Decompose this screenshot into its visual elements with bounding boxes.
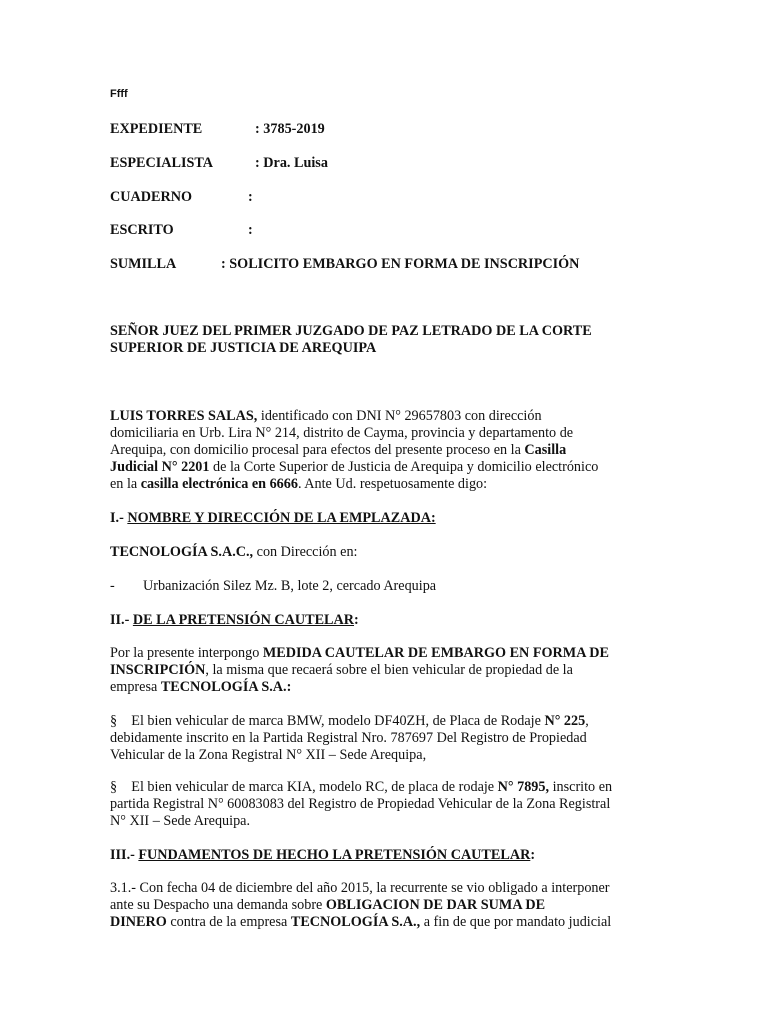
field-label-cuaderno: CUADERNO — [110, 189, 192, 205]
section-1-heading: I.- NOMBRE Y DIRECCIÓN DE LA EMPLAZADA: — [110, 510, 436, 526]
header-mark: Ffff — [110, 88, 128, 100]
vehicle-item-2: § El bien vehicular de marca KIA, modelo RC, de placa de rodaje N° 7895, inscrito en partida Registral N° 60083083 del Registro de Propiedad Vehicular de la Zona Registral N° XII – Sede Arequipa. — [110, 779, 613, 829]
vehicle-item-1: § El bien vehicular de marca BMW, modelo DF40ZH, de Placa de Rodaje N° 225, debidamente inscrito en la Partida Registral Nro. 787697 Del Registro de Propiedad Vehicular de la Zona Registral N° XII – Sede Arequipa, — [110, 713, 589, 763]
field-value-sumilla: : SOLICITO EMBARGO EN FORMA DE INSCRIPCIÓN — [221, 256, 580, 272]
plaintiff-name: LUIS TORRES SALAS, — [110, 408, 258, 424]
field-label-sumilla: SUMILLA — [110, 256, 177, 272]
address-bullet: - — [110, 578, 115, 594]
section-2-paragraph: Por la presente interpongo MEDIDA CAUTELAR DE EMBARGO EN FORMA DE INSCRIPCIÓN, la misma que recaerá sobre el bien vehicular de propiedad de la empresa TECNOLOGÍA S.A.: — [110, 645, 609, 695]
section-1-company: TECNOLOGÍA S.A.C., con Dirección en: — [110, 544, 358, 560]
section-2-heading: II.- DE LA PRETENSIÓN CAUTELAR: — [110, 612, 359, 628]
section-3-paragraph: 3.1.- Con fecha 04 de diciembre del año 2015, la recurrente se vio obligado a interponer ante su Despacho una demanda sobre OBLIGACION DE DAR SUMA DE DINERO contra de la empresa TECNOLOGÍA S.A., a fin de que por mandato judicial — [110, 880, 612, 930]
addressee — [110, 323, 660, 357]
field-value-especialista: : Dra. Luisa — [255, 155, 328, 171]
intro-paragraph: LUIS TORRES SALAS, identificado con DNI N° 29657803 con dirección domiciliaria en Urb. Lira N° 214, distrito de Cayma, provincia y departamento de Arequipa, con domicilio procesal para efectos del presente proceso en la Casilla Judicial N° 2201 de la Corte Superior de Justicia de Arequipa y domicilio electrónico en la casilla electrónica en 6666. Ante Ud. respetuosamente digo: — [110, 408, 599, 492]
field-label-especialista: ESPECIALISTA — [110, 155, 214, 171]
field-label-escrito: ESCRITO — [110, 222, 174, 238]
section-mark: § — [110, 713, 118, 729]
addressee-line: SEÑOR JUEZ DEL PRIMER JUZGADO DE PAZ LETRADO DE LA CORTE — [110, 323, 592, 339]
section-mark: § — [110, 779, 118, 795]
field-value-cuaderno: : — [248, 189, 253, 205]
field-value-expediente: : 3785-2019 — [255, 121, 325, 137]
section-1-address: Urbanización Silez Mz. B, lote 2, cercado Arequipa — [143, 578, 437, 594]
field-value-escrito: : — [248, 222, 253, 238]
section-3-heading: III.- FUNDAMENTOS DE HECHO LA PRETENSIÓN CAUTELAR: — [110, 847, 536, 863]
field-label-expediente: EXPEDIENTE — [110, 121, 203, 137]
addressee-line: SUPERIOR DE JUSTICIA DE AREQUIPA — [110, 340, 377, 356]
